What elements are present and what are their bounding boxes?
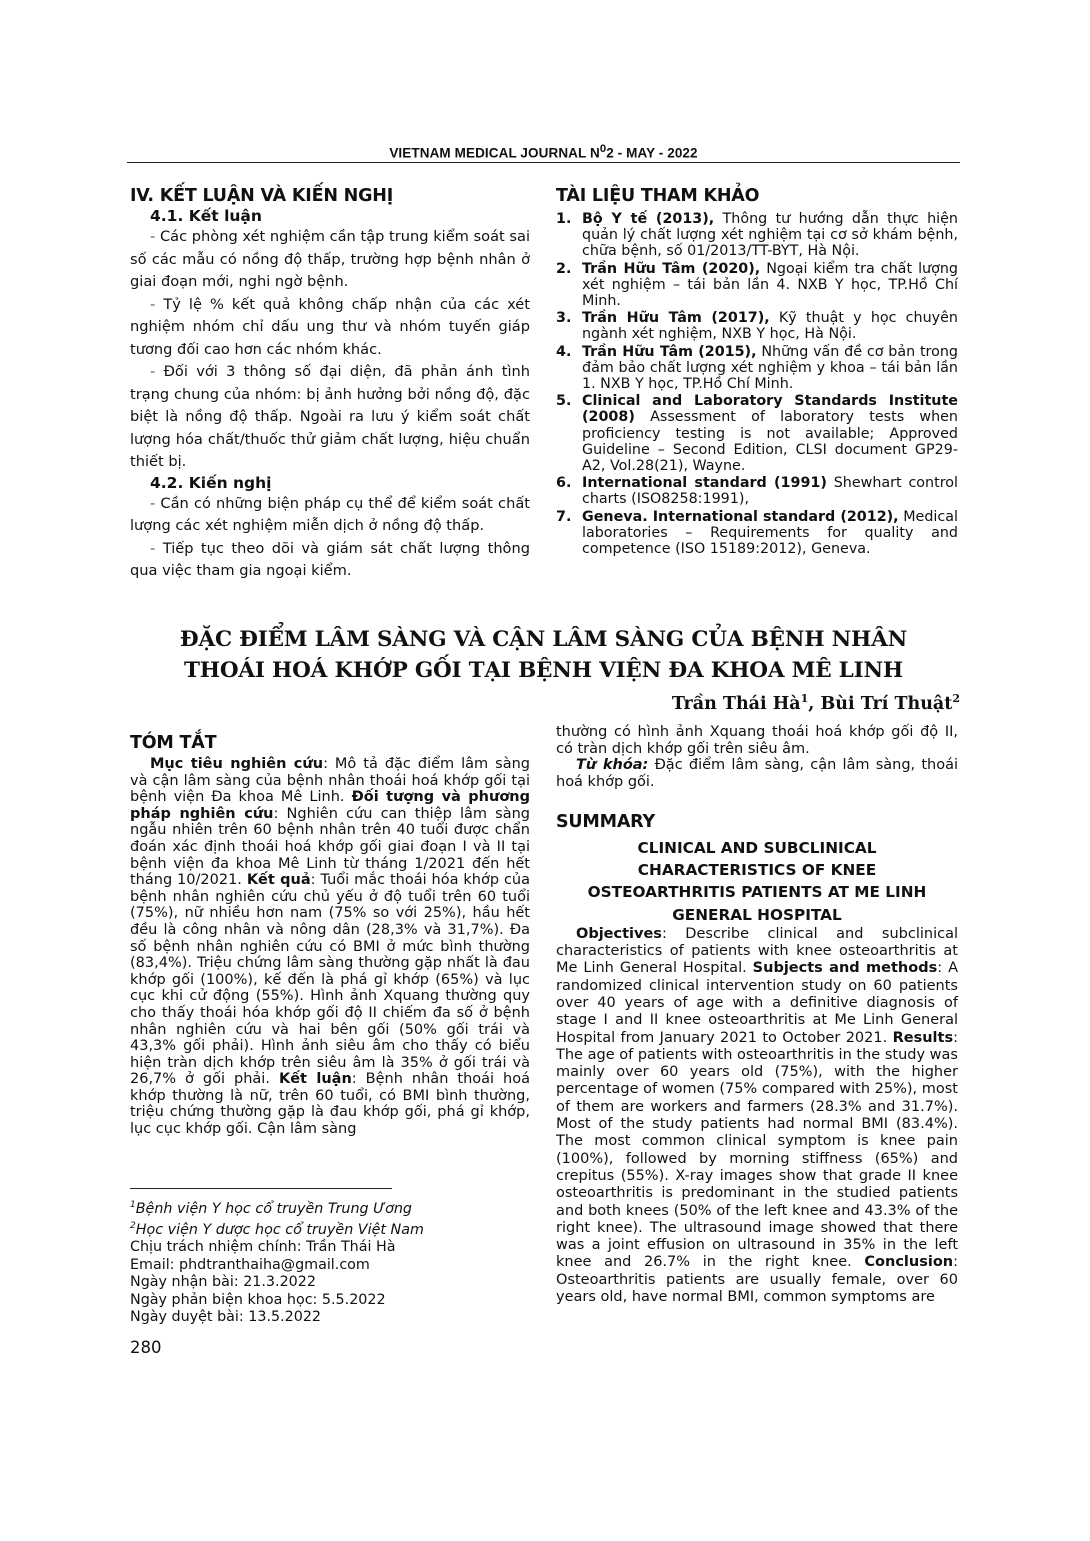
issue-date: 2 - MAY - 2022 [606,145,698,161]
article-title-line-2: THOÁI HOÁ KHỚP GỐI TẠI BỆNH VIỆN ĐA KHOA MÊ LINH [183,658,904,683]
conclusion-paragraph-3: - Đối với 3 thông số đại diện, đã phản ánh tình trạng chung của nhóm: bị ảnh hưởng bởi nồng độ, đặc biệt là nồng độ thấp. Ngoài ra lưu ý kiểm soát chất lượng hóa chất/thuốc thử giảm chất lượng, hiệu chuẩn thiết bị. [130,363,531,470]
footnote-reviewed: Ngày phản biện khoa học: 5.5.2022 [130,1291,386,1308]
reference-item: 5. Clinical and Laboratory Standards Institute (2008) Assessment of laboratory tests when proficiency testing is not available; Approved Guideline – Second Edition, CLSI document GP29-A2, Vol.28(21), Wayne. [556,393,958,475]
footnote-accepted: Ngày duyệt bài: 13.5.2022 [130,1308,322,1325]
summary-paragraph: Objectives: Describe clinical and subclinical characteristics of patients with knee osteoarthritis at Me Linh General Hospital. Subjects and methods: A randomized clinical intervention study on 60 patients over 40 years of age with a definitive diagnosis of stage I and II knee osteoarthritis at Me Linh General Hospital from January 2021 to October 2021. Results: The age of patients with osteoarthritis in the study was mainly over 60 years old (75%), with the higher percentage of women (75% compared with 25%), most of them are workers and farmers (28.3% and 31.7%). Most of the study patients had normal BMI (83.4%). The most common clinical symptom is knee pain (100%), followed by morning stiffness (65%) and crepitus (55%). X-ray images show that grade II knee osteoarthritis is predominant in the studied patients and both knees (50% of the left knee and 43.3% of the right knee). The ultrasound image showed that there was a joint effusion on ultrasound in 35% in the left knee and 26.7% in the right knee. Conclusion: Osteoarthritis patients are usually female, over 60 years old, have normal BMI, common symptoms are [556,925,958,1306]
recommendation-subheading: 4.2. Kiến nghị [150,473,272,492]
footnote-rule [130,1188,392,1189]
article-title [127,624,960,686]
summary-en [556,811,958,1306]
keywords: Từ khóa: Đặc điểm lâm sàng, cận lâm sàng, thoái hoá khớp gối. [556,757,959,790]
conclusion-section [130,185,530,583]
references-list [556,211,958,557]
summary-title: CLINICAL AND SUBCLINICAL CHARACTERISTICS OF KNEE OSTEOARTHRITIS PATIENTS AT ME LINH GENERAL HOSPITAL [587,839,927,924]
reference-item: 6. International standard (1991) Shewhart control charts (ISO8258:1991), [556,475,959,508]
header-rule [127,162,960,163]
journal-name: VIETNAM MEDICAL JOURNAL N [389,145,600,161]
article-authors: Trần Thái $Hà^1$, Bùi Trí Thuật$^2$ [671,692,960,714]
recommendation-paragraph-2: - Tiếp tục theo dõi và giám sát chất lượng thông qua việc tham gia ngoại kiểm. [130,539,531,579]
journal-header [127,143,960,161]
abstract-vi [130,732,530,1138]
recommendation-paragraph-1: - Cần có những biện pháp cụ thể để kiểm soát chất lượng các xét nghiệm miễn dịch ở nồng độ thấp. [130,494,530,534]
conclusion-subheading: 4.1. Kết luận [150,207,262,225]
footnote-received: Ngày nhận bài: 21.3.2022 [130,1274,316,1291]
article-title-line-1: ĐẶC ĐIỂM LÂM SÀNG VÀ CẬN LÂM SÀNG CỦA BỆNH NHÂN [179,627,908,652]
author-1: Trần Thái Hà [671,693,801,714]
references-heading: TÀI LIỆU THAM KHẢO [556,186,760,206]
abstract-vi-paragraph: Mục tiêu nghiên cứu: Mô tả đặc điểm lâm sàng và cận lâm sàng của bệnh nhân thoái hoá khớp gối tại bệnh viện Đa khoa Mê Linh. Đối tượng và phương pháp nghiên cứu: Nghiên cứu can thiệp lâm sàng ngẫu nhiên trên 60 bệnh nhân trên 40 tuổi được chẩn đoán xác định thoái hoá khớp gối giai đoạn I và II tại bệnh viện đa khoa Mê Linh từ tháng 1/2021 đến hết tháng 10/2021. Kết quả: Tuổi mắc thoái hóa khớp của bệnh nhân nghiên cứu chủ yếu ở độ tuổi trên 60 tuổi (75%), nữ nhiều hơn nam (75% so với 25%), hầu hết đều là công nhân và nông dân (28,3% và 31,7%). Đa số bệnh nhân nghiên cứu có BMI ở mức bình thường (83,4%). Triệu chứng lâm sàng thường gặp nhất là đau khớp gối (100%), kế đến là phá gỉ khớp (65%) và lục cục khi cử động (55%). Hình ảnh Xquang thường quy cho thấy thoái hóa khớp gối độ II chiếm đa số ở bệnh nhân nghiên cứu và hai bên gối (50% gối trái và 43,3% gối phải). Hình ảnh siêu âm cho thấy có biểu hiện tràn dịch khớp trên siêu âm là 35% ở gối trái và 26,7% ở gối phải. Kết luận: Bệnh nhân thoái hoá khớp thường là nữ, trên 60 tuổi, có BMI bình thường, triệu chứng thường gặp là đau khớp gối, phá gỉ khớp, lục cục khớp gối. Cận lâm sàng [130,756,530,1138]
footnote-affiliation-2: $^2$Học viện Y dược học cổ truyền Việt Nam [130,1221,424,1238]
reference-item: 4. Trần Hữu Tâm (2015), Những vấn đề cơ bản trong đảm bảo chất lượng xét nghiệm y khoa – tái bản lần 1. NXB Y học, TP.Hồ Chí Minh. [556,343,958,393]
page-number: 280 [130,1338,162,1357]
footnote-corresponding: Chịu trách nhiệm chính: Trần Thái Hà [130,1239,396,1256]
summary-heading: SUMMARY [556,812,655,832]
reference-item: 1. Bộ Y tế (2013), Thông tư hướng dẫn thực hiện quản lý chất lượng xét nghiệm tại cơ sở khám bệnh, chữa bệnh, số 01/2013/TT-BYT, Hà Nội. [556,211,958,260]
issue-number-sup: 0 [599,143,607,155]
abstract-vi-heading: TÓM TẮT [130,733,217,753]
author-2: Bùi Trí Thuật [820,693,953,714]
references-section [556,185,958,558]
footnotes [130,1197,530,1326]
conclusion-heading: IV. KẾT LUẬN VÀ KIẾN NGHỊ [130,186,394,206]
footnote-email: Email: phdtranthaiha@gmail.com [130,1256,370,1273]
conclusion-paragraph-2: - Tỷ lệ % kết quả không chấp nhận của các xét nghiệm nhóm chỉ dấu ung thư và nhóm tuyến giáp tương đối cao hơn các nhóm khác. [130,295,531,358]
footnote-affiliation-1: $^1$Bệnh viện Y học cổ truyền Trung Ương [130,1200,413,1217]
reference-item: 2. Trần Hữu Tâm (2020), Ngoại kiểm tra chất lượng xét nghiệm – tái bản lần 4. NXB Y học, TP.Hồ Chí Minh. [556,260,958,310]
abstract-vi-continued [556,724,958,790]
conclusion-paragraph-1: - Các phòng xét nghiệm cần tập trung kiểm soát sai số các mẫu có nồng độ thấp, trường hợp bệnh nhân ở giai đoạn mới, nghi ngờ bệnh. [130,228,531,290]
reference-item: 3. Trần Hữu Tâm (2017), Kỹ thuật y học chuyên ngành xét nghiệm, NXB Y học, Hà Nội. [556,310,958,343]
abstract-vi-continuation: thường có hình ảnh Xquang thoái hoá khớp gối độ II, có tràn dịch khớp gối trên siêu âm. [556,724,958,757]
reference-item: 7. Geneva. International standard (2012), Medical laboratories – Requirements for quality and competence (ISO 15189:2012), Geneva. [556,508,958,558]
